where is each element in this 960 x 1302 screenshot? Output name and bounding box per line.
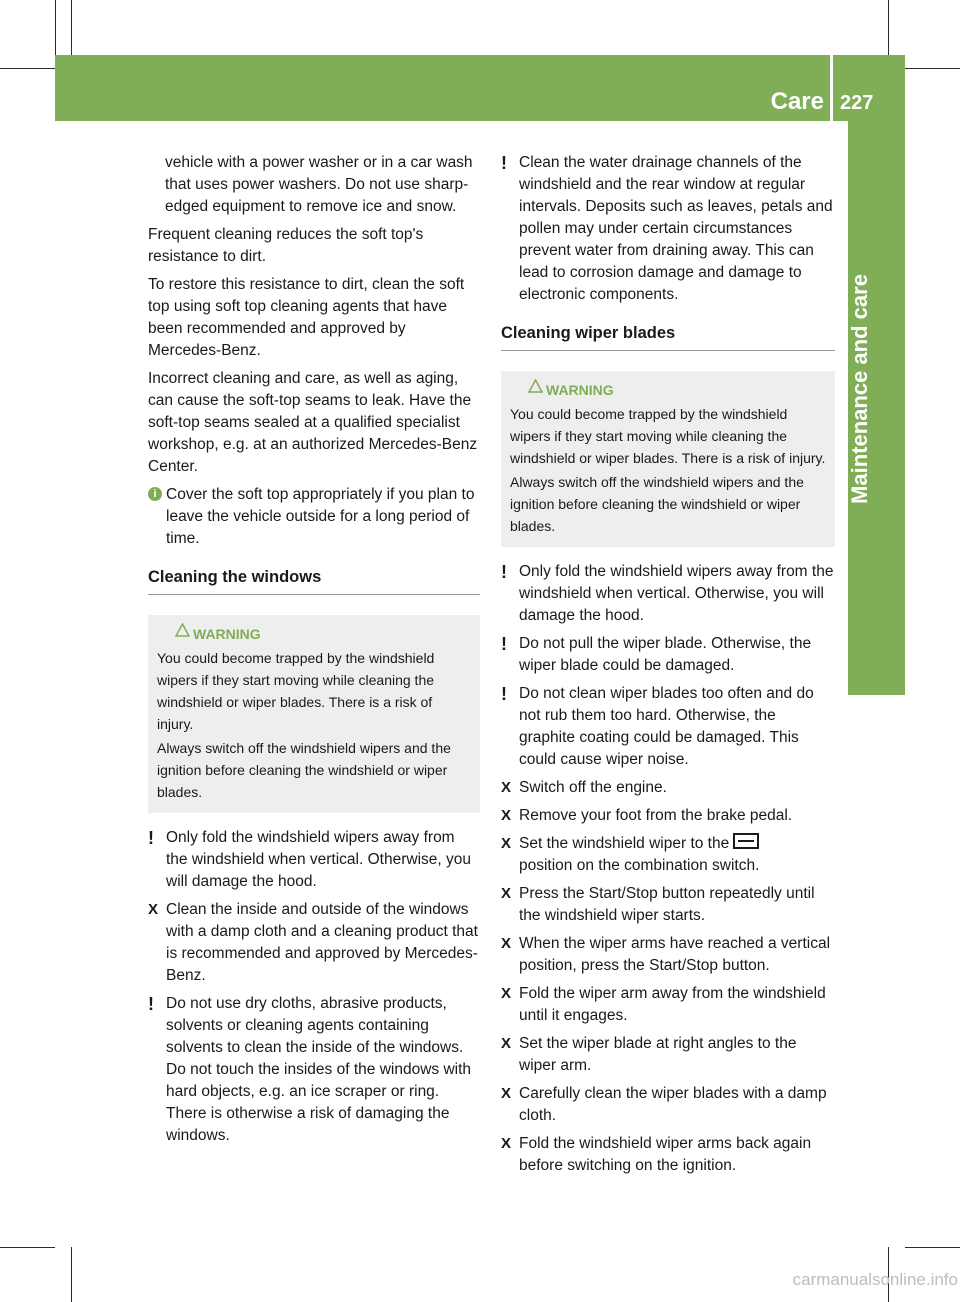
crop-mark [55, 0, 56, 55]
side-tab-label: Maintenance and care [847, 274, 872, 504]
page-number: 227 [840, 92, 874, 114]
step [501, 777, 835, 799]
caution-note [501, 152, 835, 306]
step [501, 933, 835, 977]
watermark: carmanualsonline.info [792, 1270, 958, 1289]
header-divider [830, 55, 833, 121]
caution-note [501, 633, 835, 677]
caution-note [501, 561, 835, 627]
caution-text: Clean the water drainage channels of the windshield and the rear window at regular intervals. Deposits such as leaves, petals and pollen may under certain circumstances prevent water from draining away. This can lead to corrosion damage and damage to electronic components. [519, 154, 833, 303]
caution-text: Do not pull the wiper blade. Otherwise, the wiper blade could be damaged. [519, 635, 812, 674]
step [501, 983, 835, 1027]
step-text: Carefully clean the wiper blades with a damp cloth. [519, 1085, 827, 1124]
warning-triangle-icon [528, 379, 543, 393]
step-x-icon: X [501, 835, 512, 852]
crop-mark [71, 1247, 72, 1302]
step-text: Set the wiper blade at right angles to the wiper arm. [519, 1035, 797, 1074]
paragraph: Frequent cleaning reduces the soft top's resistance to dirt. [148, 226, 424, 265]
step-x-icon: X [501, 1135, 512, 1152]
crop-mark [0, 1247, 55, 1248]
step [501, 1083, 835, 1127]
left-column [148, 152, 480, 1153]
warning-title [157, 623, 472, 645]
warning-text: Always switch off the windshield wipers and the ignition before cleaning the windshield or wiper blades. [157, 740, 451, 800]
warning-triangle-icon [175, 623, 190, 637]
info-text: Cover the soft top appropriately if you plan to leave the vehicle outside for a long period of time. [166, 486, 475, 547]
side-tab-marker [848, 650, 905, 695]
section-heading: Cleaning wiper blades [501, 322, 835, 351]
paragraph: vehicle with a power washer or in a car wash that uses power washers. Do not use sharp-edged equipment to remove ice and snow. [165, 154, 473, 215]
exclamation-icon: ! [501, 684, 507, 704]
step [501, 805, 835, 827]
caution-note [148, 827, 480, 893]
section-title: Care [770, 88, 824, 115]
exclamation-icon: ! [501, 562, 507, 582]
step-x-icon: X [501, 985, 512, 1002]
step [501, 883, 835, 927]
warning-text: You could become trapped by the windshield wipers if they start moving while cleaning the windshield or wiper blades. There is a risk of injury. [157, 650, 435, 732]
warning-title-text: WARNING [193, 626, 261, 642]
warning-box [148, 615, 480, 813]
step-text: Set the windshield wiper to the [519, 835, 730, 852]
exclamation-icon: ! [501, 153, 507, 173]
step-x-icon: X [501, 885, 512, 902]
step-text: Press the Start/Stop button repeatedly until the windshield wiper starts. [519, 885, 815, 924]
step-text: position on the combination switch. [519, 857, 760, 874]
step-text: Remove your foot from the brake pedal. [519, 807, 793, 824]
step [501, 1033, 835, 1077]
step-x-icon: X [501, 779, 512, 796]
info-icon: i [148, 487, 162, 501]
caution-text: Only fold the windshield wipers away from the windshield when vertical. Otherwise, you will damage the hood. [166, 829, 471, 890]
exclamation-icon: ! [148, 994, 154, 1014]
warning-text: You could become trapped by the windshield wipers if they start moving while cleaning the windshield or wiper blades. There is a risk of injury. [510, 406, 826, 466]
paragraph: Incorrect cleaning and care, as well as aging, can cause the soft-top seams to leak. Have the soft-top seams sealed at a qualified specialist workshop, e.g. at an authorized Mercedes-Benz Center. [148, 370, 478, 475]
step [501, 1133, 835, 1177]
step-x-icon: X [148, 901, 159, 918]
caution-note [148, 993, 480, 1147]
warning-text: Always switch off the windshield wipers and the ignition before cleaning the windshield or wiper blades. [510, 474, 804, 534]
caution-text: Only fold the windshield wipers away from the windshield when vertical. Otherwise, you will damage the hood. [519, 563, 834, 624]
wiper-off-symbol-icon [733, 833, 759, 849]
crop-mark [0, 68, 55, 69]
step [501, 833, 835, 877]
crop-mark [905, 1247, 960, 1248]
paragraph: To restore this resistance to dirt, clean the soft top using soft top cleaning agents that have been recommended and approved by Mercedes-Benz. [148, 276, 465, 359]
step-text: Fold the wiper arm away from the windshield until it engages. [519, 985, 826, 1024]
step [148, 899, 480, 987]
caution-note [501, 683, 835, 771]
right-column [501, 152, 835, 1183]
step-text: Fold the windshield wiper arms back again before switching on the ignition. [519, 1135, 812, 1174]
warning-box [501, 371, 835, 547]
crop-mark [888, 0, 889, 55]
info-note [148, 484, 480, 550]
step-text: Clean the inside and outside of the windows with a damp cloth and a cleaning product that is recommended and approved by Mercedes-Benz. [166, 901, 478, 984]
warning-title [510, 379, 827, 401]
step-x-icon: X [501, 1085, 512, 1102]
step-text: Switch off the engine. [519, 779, 667, 796]
step-x-icon: X [501, 935, 512, 952]
step-x-icon: X [501, 807, 512, 824]
step-x-icon: X [501, 1035, 512, 1052]
crop-mark [905, 68, 960, 69]
exclamation-icon: ! [148, 828, 154, 848]
caution-text: Do not clean wiper blades too often and do not rub them too hard. Otherwise, the graphite coating could be damaged. This could cause wiper noise. [519, 685, 814, 768]
caution-text: Do not use dry cloths, abrasive products, solvents or cleaning agents containing solvents to clean the inside of the windows. Do not touch the insides of the windows with hard objects, e.g. an ice scraper or ring. There is otherwise a risk of damaging the windows. [166, 995, 472, 1144]
exclamation-icon: ! [501, 634, 507, 654]
warning-title-text: WARNING [546, 382, 614, 398]
section-heading: Cleaning the windows [148, 566, 480, 595]
crop-mark [71, 0, 72, 55]
step-text: When the wiper arms have reached a vertical position, press the Start/Stop button. [519, 935, 831, 974]
